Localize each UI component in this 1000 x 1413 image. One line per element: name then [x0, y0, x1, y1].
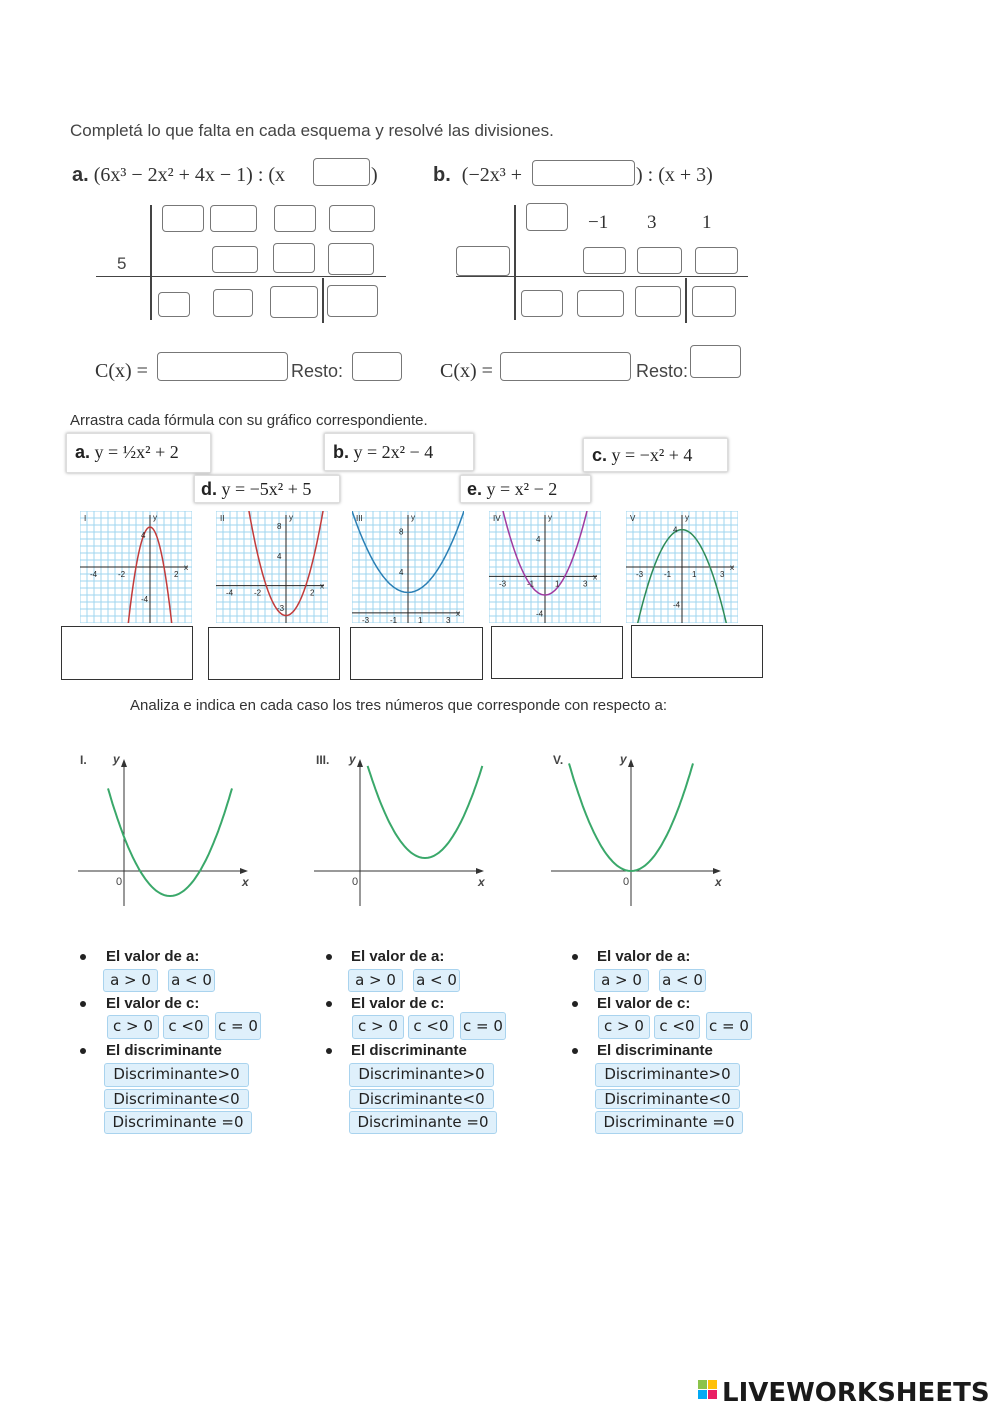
ruffini-b-res-3[interactable] — [635, 286, 681, 317]
tick-x: 3 — [720, 570, 725, 579]
tick-x: 2 — [310, 588, 315, 598]
question-discriminant-label: El discriminante — [106, 1042, 222, 1059]
option-c-negative-2[interactable]: c <0 — [408, 1015, 454, 1039]
ruffini-b-coef-2: −1 — [588, 212, 609, 233]
option-c-positive-1[interactable]: c > 0 — [107, 1015, 159, 1039]
quotient-b-input[interactable] — [500, 352, 631, 381]
ruffini-b-res-2[interactable] — [577, 290, 624, 317]
option-disc-positive-3[interactable]: Discriminante>0 — [595, 1063, 740, 1087]
quotient-b-label: C(x) = — [440, 360, 493, 382]
tick-x: 2 — [174, 570, 179, 579]
formula-card-b[interactable]: b. y = 2x² − 4 — [324, 433, 474, 471]
exercise-b-term-input[interactable] — [532, 160, 635, 186]
ruffini-a-mid-3[interactable] — [273, 243, 315, 273]
tick-x: -2 — [118, 570, 126, 579]
x-axis-label: x — [320, 581, 324, 591]
option-disc-positive-2[interactable]: Discriminante>0 — [349, 1063, 494, 1087]
formula-card-d[interactable]: d. y = −5x² + 5 — [194, 475, 340, 503]
option-a-positive-1[interactable]: a > 0 — [103, 969, 158, 992]
instruction-division: Completá lo que falta en cada esquema y resolvé las divisiones. — [70, 121, 554, 140]
exercise-b-expression — [433, 164, 522, 187]
ruffini-a-remainder-line — [322, 278, 324, 323]
ruffini-b-coef-3: 3 — [647, 212, 657, 233]
quotient-a-input[interactable] — [157, 352, 288, 381]
analysis-roman-label: V. — [553, 753, 564, 767]
remainder-a-label: Resto: — [291, 361, 344, 381]
analysis-graph-III — [314, 748, 494, 908]
ruffini-a-mid-4[interactable] — [328, 243, 374, 275]
y-axis-label: y — [685, 513, 689, 522]
answer-box-III[interactable] — [350, 627, 483, 680]
bullet-dot — [572, 1048, 578, 1054]
tick-x: -1 — [390, 615, 398, 623]
ruffini-b-mid-2[interactable] — [583, 247, 626, 274]
option-disc-zero-1[interactable]: Discriminante =0 — [104, 1111, 252, 1134]
ruffini-a-res-1[interactable] — [158, 292, 190, 317]
ruffini-b-hline — [456, 276, 748, 277]
parabola-curve — [108, 788, 232, 896]
option-disc-zero-3[interactable]: Discriminante =0 — [595, 1111, 743, 1134]
bullet-dot — [80, 1001, 86, 1007]
origin-label: 0 — [116, 876, 123, 888]
y-arrow — [357, 759, 363, 767]
x-axis-label: x — [593, 572, 597, 582]
option-a-negative-1[interactable]: a < 0 — [168, 969, 215, 992]
bullet-dot — [326, 1001, 332, 1007]
option-c-zero-1[interactable]: c = 0 — [215, 1012, 261, 1040]
remainder-b-label: Resto: — [636, 361, 689, 381]
remainder-b-input[interactable] — [690, 345, 741, 378]
analysis-roman-label: I. — [80, 753, 87, 767]
y-axis-label: y — [411, 513, 415, 522]
lw-logo-icon — [698, 1380, 718, 1406]
exercise-a-expr: (6x³ − 2x² + 4x − 1) : (x — [93, 164, 286, 186]
y-axis-label: y — [113, 752, 120, 766]
formula-card-c[interactable]: c. y = −x² + 4 — [583, 438, 728, 472]
y-arrow — [121, 759, 127, 767]
option-disc-positive-1[interactable]: Discriminante>0 — [104, 1063, 249, 1087]
bullet-dot — [326, 1048, 332, 1054]
exercise-a-close: ) — [371, 164, 378, 186]
ruffini-a-mid-2[interactable] — [212, 246, 258, 273]
remainder-a-input[interactable] — [352, 352, 402, 381]
option-a-negative-3[interactable]: a < 0 — [659, 969, 706, 992]
instruction-matching: Arrastra cada fórmula con su gráfico correspondiente. — [70, 412, 428, 429]
x-axis-label: x — [715, 875, 722, 889]
ruffini-b-remainder-line — [685, 278, 687, 323]
tick-y: 4 — [141, 531, 146, 540]
tick-y: -4 — [536, 609, 544, 619]
ruffini-a-coef-2[interactable] — [210, 205, 257, 232]
ruffini-b-mid-3[interactable] — [637, 247, 682, 274]
origin-label: 0 — [623, 876, 630, 888]
tick-y: -4 — [141, 595, 149, 604]
answer-box-IV[interactable] — [491, 626, 623, 679]
x-axis-label: x — [456, 608, 460, 618]
option-c-positive-2[interactable]: c > 0 — [352, 1015, 404, 1039]
bullet-dot — [80, 954, 86, 960]
tick-y: 4 — [536, 535, 541, 544]
question-a-label: El valor de a: — [597, 948, 691, 965]
x-axis-label: x — [730, 563, 734, 572]
ruffini-a-coef-3[interactable] — [274, 205, 316, 232]
exercise-a-divisor-sign-input[interactable] — [313, 158, 370, 186]
ruffini-b-root-input[interactable] — [456, 246, 510, 276]
ruffini-a-coef-1[interactable] — [162, 205, 204, 232]
ruffini-b-vline — [514, 205, 516, 320]
question-c-label: El valor de c: — [106, 995, 200, 1012]
graph-III — [352, 511, 464, 623]
graph-roman-label: IV — [493, 514, 501, 523]
y-axis-label: y — [153, 513, 157, 522]
ruffini-b-coef-1[interactable] — [526, 203, 568, 231]
ruffini-a-res-4[interactable] — [327, 285, 378, 317]
x-axis-label: x — [478, 875, 485, 889]
question-discriminant-label: El discriminante — [597, 1042, 713, 1059]
tick-x: -4 — [90, 570, 98, 579]
ruffini-b-coef-4: 1 — [702, 212, 712, 233]
graph-V — [626, 511, 738, 623]
y-axis-label: y — [620, 752, 627, 766]
formula-card-a[interactable]: a. y = ½x² + 2 — [66, 433, 211, 473]
option-disc-negative-1[interactable]: Discriminante<0 — [104, 1089, 249, 1109]
exercise-b-expr-start: (−2x³ + — [461, 164, 522, 186]
tick-y: 4 — [399, 568, 404, 578]
ruffini-a-res-3[interactable] — [270, 286, 318, 318]
option-disc-negative-2[interactable]: Discriminante<0 — [349, 1089, 494, 1109]
option-c-negative-3[interactable]: c <0 — [654, 1015, 700, 1039]
bullet-dot — [572, 954, 578, 960]
analysis-graph-I — [78, 748, 258, 908]
exercise-b-expr-end: ) : (x + 3) — [636, 164, 713, 186]
y-axis-label: y — [548, 513, 552, 522]
x-axis-label: x — [242, 875, 249, 889]
tick-y: 4 — [277, 551, 282, 561]
graph-II — [216, 511, 328, 623]
graph-roman-label: I — [84, 514, 87, 523]
tick-x: -1 — [527, 579, 535, 589]
option-a-negative-2[interactable]: a < 0 — [413, 969, 460, 992]
tick-x: 3 — [446, 615, 451, 623]
graph-roman-label: III — [356, 514, 363, 523]
origin-label: 0 — [352, 876, 359, 888]
tick-y: 8 — [399, 527, 404, 537]
option-a-positive-3[interactable]: a > 0 — [594, 969, 649, 992]
option-c-negative-1[interactable]: c <0 — [163, 1015, 209, 1039]
answer-box-I[interactable] — [61, 626, 193, 680]
graph-IV — [489, 511, 601, 623]
answer-box-V[interactable] — [631, 625, 763, 678]
tick-x: 1 — [692, 570, 697, 579]
tick-x: -3 — [636, 570, 644, 579]
x-axis-label: x — [184, 563, 188, 572]
option-c-zero-2[interactable]: c = 0 — [460, 1012, 506, 1040]
tick-x: -3 — [499, 579, 507, 589]
analysis-graph-V — [551, 748, 731, 908]
y-arrow — [628, 759, 634, 767]
tick-x: 1 — [555, 579, 560, 589]
lw-logo-text: LIVEWORKSHEETS — [722, 1378, 990, 1408]
tick-x: -1 — [664, 570, 672, 579]
option-disc-zero-2[interactable]: Discriminante =0 — [349, 1111, 497, 1134]
exercise-a-label: a. — [72, 164, 89, 186]
y-axis-label: y — [289, 513, 293, 522]
parabola-curve — [368, 766, 483, 858]
ruffini-b-res-1[interactable] — [521, 290, 563, 317]
graph-I — [80, 511, 192, 623]
question-a-label: El valor de a: — [106, 948, 200, 965]
ruffini-a-vline — [150, 205, 152, 320]
graph-roman-label: V — [630, 514, 636, 523]
bullet-dot — [80, 1048, 86, 1054]
ruffini-a-coef-4[interactable] — [329, 205, 375, 232]
answer-box-II[interactable] — [208, 627, 340, 680]
graph-roman-label: II — [220, 514, 225, 523]
tick-x: -2 — [254, 588, 262, 598]
option-a-positive-2[interactable]: a > 0 — [348, 969, 403, 992]
question-c-label: El valor de c: — [597, 995, 691, 1012]
tick-x: 3 — [583, 579, 588, 589]
ruffini-a-hline — [96, 276, 386, 277]
tick-y: 8 — [277, 521, 282, 531]
ruffini-a-root: 5 — [117, 254, 127, 273]
y-axis-label: y — [349, 752, 356, 766]
option-c-zero-3[interactable]: c = 0 — [706, 1012, 752, 1040]
quotient-a-label: C(x) = — [95, 360, 148, 382]
x-arrow — [240, 868, 248, 874]
tick-y: -4 — [673, 600, 681, 610]
tick-y: -3 — [277, 604, 285, 614]
ruffini-a-res-2[interactable] — [213, 289, 253, 317]
question-a-label: El valor de a: — [351, 948, 445, 965]
option-disc-negative-3[interactable]: Discriminante<0 — [595, 1089, 740, 1109]
tick-x: -4 — [226, 588, 234, 598]
formula-card-e[interactable]: e. y = x² − 2 — [460, 475, 591, 503]
analysis-roman-label: III. — [316, 753, 330, 767]
bullet-dot — [572, 1001, 578, 1007]
instruction-analysis: Analiza e indica en cada caso los tres números que corresponde con respecto a: — [130, 697, 667, 714]
option-c-positive-3[interactable]: c > 0 — [598, 1015, 650, 1039]
question-c-label: El valor de c: — [351, 995, 445, 1012]
ruffini-b-mid-4[interactable] — [695, 247, 738, 274]
bullet-dot — [326, 954, 332, 960]
ruffini-b-res-4[interactable] — [692, 286, 736, 317]
x-arrow — [476, 868, 484, 874]
tick-x: -3 — [362, 615, 370, 623]
exercise-a-expression — [72, 164, 285, 187]
x-arrow — [713, 868, 721, 874]
tick-x: 1 — [418, 615, 423, 623]
question-discriminant-label: El discriminante — [351, 1042, 467, 1059]
tick-y: 4 — [673, 525, 678, 535]
exercise-b-label: b. — [433, 164, 451, 186]
